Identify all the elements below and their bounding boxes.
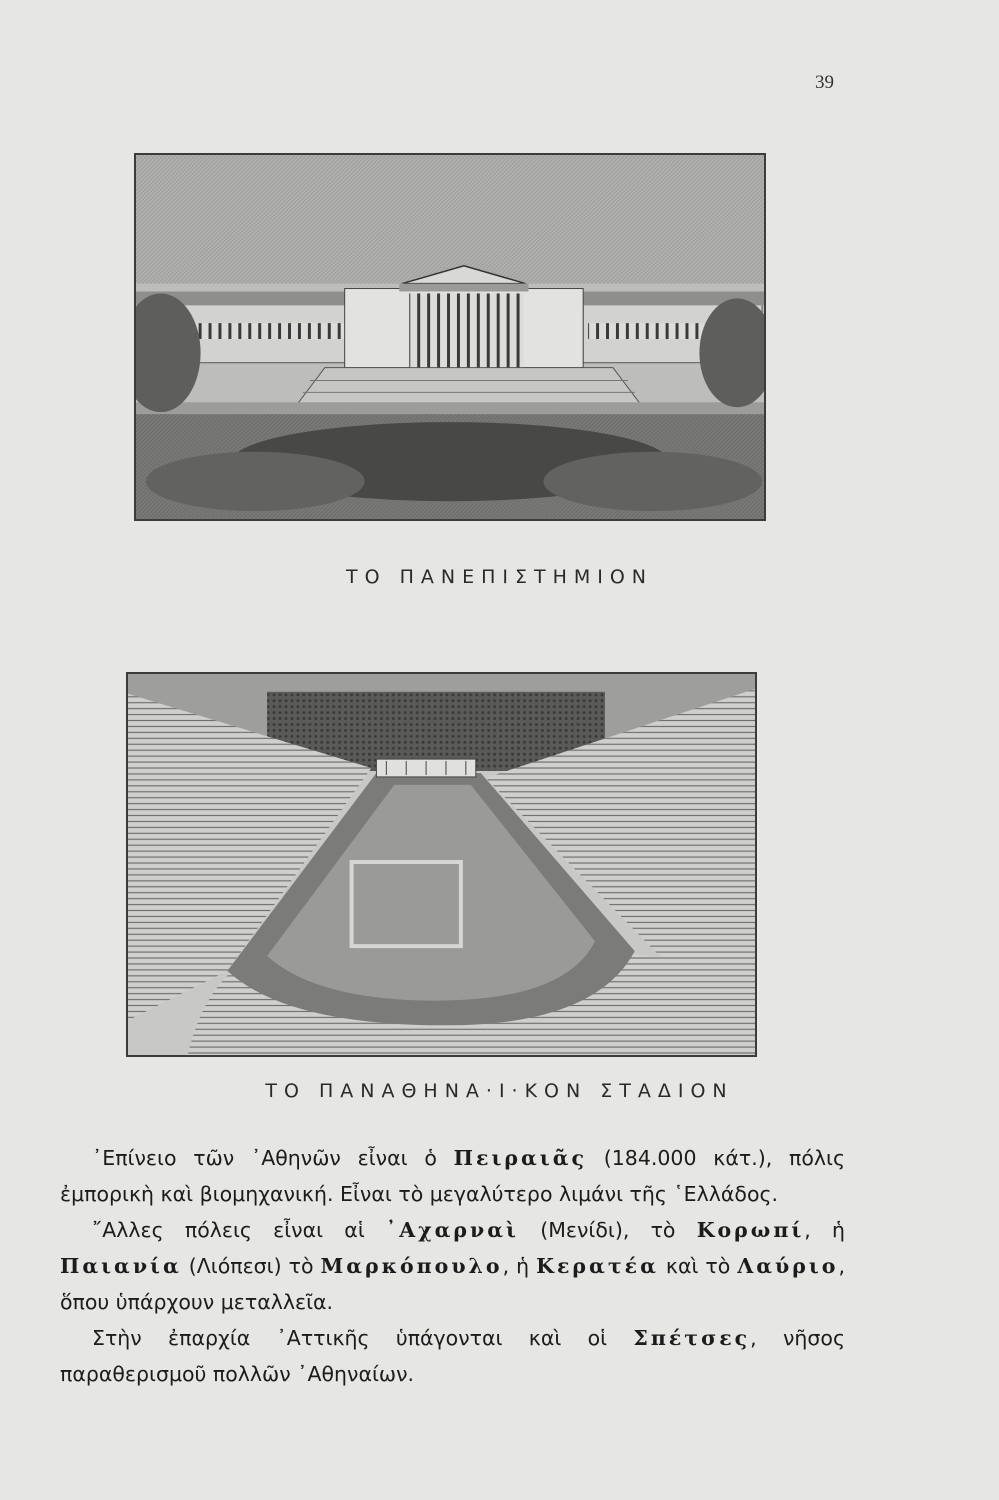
paragraph: [60, 1212, 845, 1320]
place-name: ᾿Αχαρναὶ: [386, 1218, 519, 1242]
stadium-photo: [126, 672, 757, 1057]
paragraph: [60, 1140, 845, 1212]
place-name: Παιανία: [60, 1254, 182, 1278]
text-run: , νῆσος παραθερισμοῦ πολλῶν ᾿Αθηναίων.: [60, 1326, 845, 1386]
place-name: Λαύριο: [737, 1254, 839, 1278]
text-run: (Μενίδι), τὸ: [518, 1218, 697, 1242]
text-run: , ἡ: [804, 1218, 845, 1242]
text-run: (Λιόπεσι) τὸ: [181, 1254, 321, 1278]
page-number: 39: [815, 72, 834, 93]
university-caption: ΤΟ ΠΑΝΕΠΙΣΤΗΜΙΟΝ: [345, 566, 654, 588]
text-run: , ὅπου ὑπάρχουν μεταλλεῖα.: [60, 1254, 845, 1314]
place-name: Μαρκόπουλο: [320, 1254, 503, 1278]
place-name: Πειραιᾶς: [453, 1146, 587, 1170]
university-photo: [134, 153, 766, 521]
place-name: Κερατέα: [536, 1254, 659, 1278]
text-run: (184.000 κάτ.), πόλις ἐμπορικὴ καὶ βιομηχανική. Εἶναι τὸ μεγαλύτερο λιμάνι τῆς ῾Ελλάδος.: [60, 1146, 845, 1206]
text-run: ῎Αλλες πόλεις εἶναι αἱ: [92, 1218, 386, 1242]
text-run: καὶ τὸ: [658, 1254, 738, 1278]
text-run: ᾿Επίνειο τῶν ᾿Αθηνῶν εἶναι ὁ: [92, 1146, 454, 1170]
text-run: , ἡ: [502, 1254, 537, 1278]
text-run: Στὴν ἐπαρχία ᾿Αττικῆς ὑπάγονται καὶ οἱ: [92, 1326, 634, 1350]
place-name: Κορωπί: [696, 1218, 805, 1242]
body-text: [60, 1140, 845, 1392]
place-name: Σπέτσες: [633, 1326, 751, 1350]
stadium-caption: ΤΟ ΠΑΝΑΘΗΝΑ·Ι·ΚΟΝ ΣΤΑΔΙΟΝ: [265, 1080, 734, 1102]
paragraph: [60, 1320, 845, 1392]
